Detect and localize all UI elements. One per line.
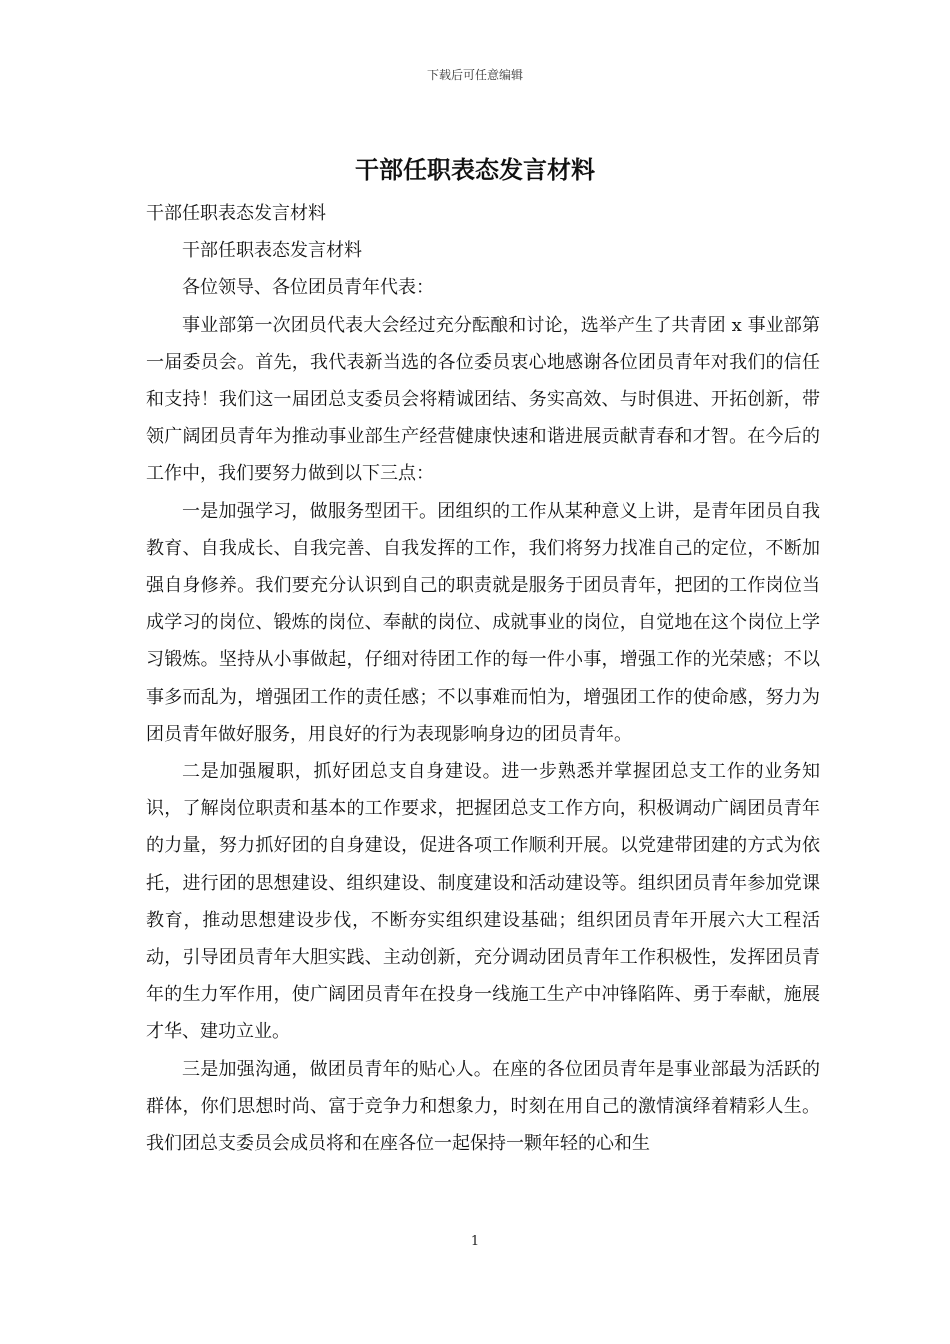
- paragraph-intro: 事业部第一次团员代表大会经过充分酝酿和讨论，选举产生了共青团 x 事业部第一届委员会。首先，我代表新当选的各位委员衷心地感谢各位团员青年对我们的信任和支持！我们这一届团总支委员会将精诚团结、务实高效、与时俱进、开拓创新，带领广阔团员青年为推动事业部生产经营健康快速和谐进展贡献青春和才智。在今后的工作中，我们要努力做到以下三点：: [146, 314, 820, 485]
- page-number: 1: [470, 1234, 480, 1249]
- paragraph-point-three: 三是加强沟通，做团员青年的贴心人。在座的各位团员青年是事业部最为活跃的群体，你们思想时尚、富于竞争力和想象力，时刻在用自己的激情演绎着精彩人生。我们团总支委员会成员将和在座各位一起保持一颗年轻的心和生: [146, 1058, 820, 1155]
- document-body: [146, 195, 820, 1162]
- page-header-note: 下载后可任意编辑: [426, 68, 523, 82]
- paragraph-salutation: 各位领导、各位团员青年代表：: [182, 277, 434, 299]
- paragraph-subtitle-repeat: 干部任职表态发言材料: [182, 240, 362, 262]
- paragraph-subtitle: 干部任职表态发言材料: [146, 203, 326, 224]
- paragraph-point-two: 二是加强履职，抓好团总支自身建设。进一步熟悉并掌握团总支工作的业务知识，了解岗位职责和基本的工作要求，把握团总支工作方向，积极调动广阔团员青年的力量，努力抓好团的自身建设，促进各项工作顺利开展。以党建带团建的方式为依托，进行团的思想建设、组织建设、制度建设和活动建设等。组织团员青年参加党课教育，推动思想建设步伐，不断夯实组织建设基础；组织团员青年开展六大工程活动，引导团员青年大胆实践、主动创新，充分调动团员青年工作积极性，发挥团员青年的生力军作用，使广阔团员青年在投身一线施工生产中冲锋陷阵、勇于奉献，施展才华、建功立业。: [146, 761, 820, 1043]
- paragraph-point-one: 一是加强学习，做服务型团干。团组织的工作从某种意义上讲，是青年团员自我教育、自我成长、自我完善、自我发挥的工作，我们将努力找准自己的定位，不断加强自身修养。我们要充分认识到自己的职责就是服务于团员青年，把团的工作岗位当成学习的岗位、锻炼的岗位、奉献的岗位、成就事业的岗位，自觉地在这个岗位上学习锻炼。坚持从小事做起，仔细对待团工作的每一件小事，增强工作的光荣感；不以事多而乱为，增强团工作的责任感；不以事难而怕为，增强团工作的使命感，努力为团员青年做好服务，用良好的行为表现影响身边的团员青年。: [146, 500, 820, 745]
- document-title: 干部任职表态发言材料: [355, 155, 595, 184]
